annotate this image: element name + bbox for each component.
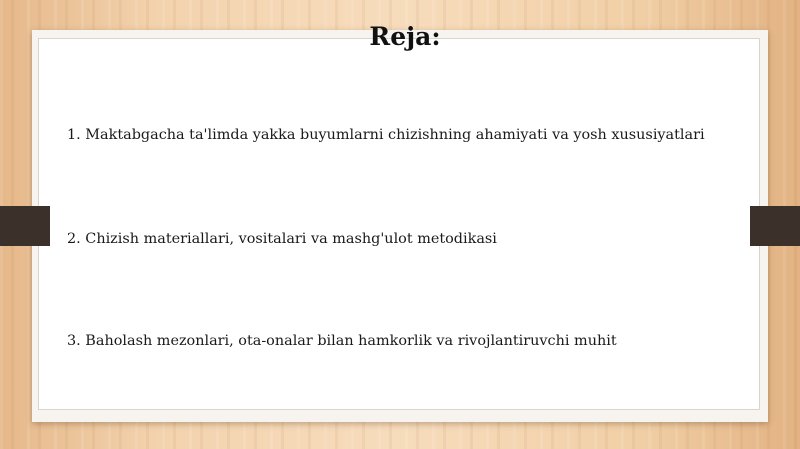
plan-item-2: 2. Chizish materiallari, vositalari va mashg'ulot metodikasi (67, 231, 497, 247)
slide-title: Reja: (369, 22, 441, 51)
left-tab-decoration (0, 206, 50, 246)
plan-item-3: 3. Baholash mezonlari, ota-onalar bilan hamkorlik va rivojlantiruvchi muhit (67, 333, 617, 349)
plan-item-1: 1. Maktabgacha ta'limda yakka buyumlarni chizishning ahamiyati va yosh xususiyatlari (67, 127, 705, 143)
content-card (38, 38, 760, 410)
right-tab-decoration (750, 206, 800, 246)
